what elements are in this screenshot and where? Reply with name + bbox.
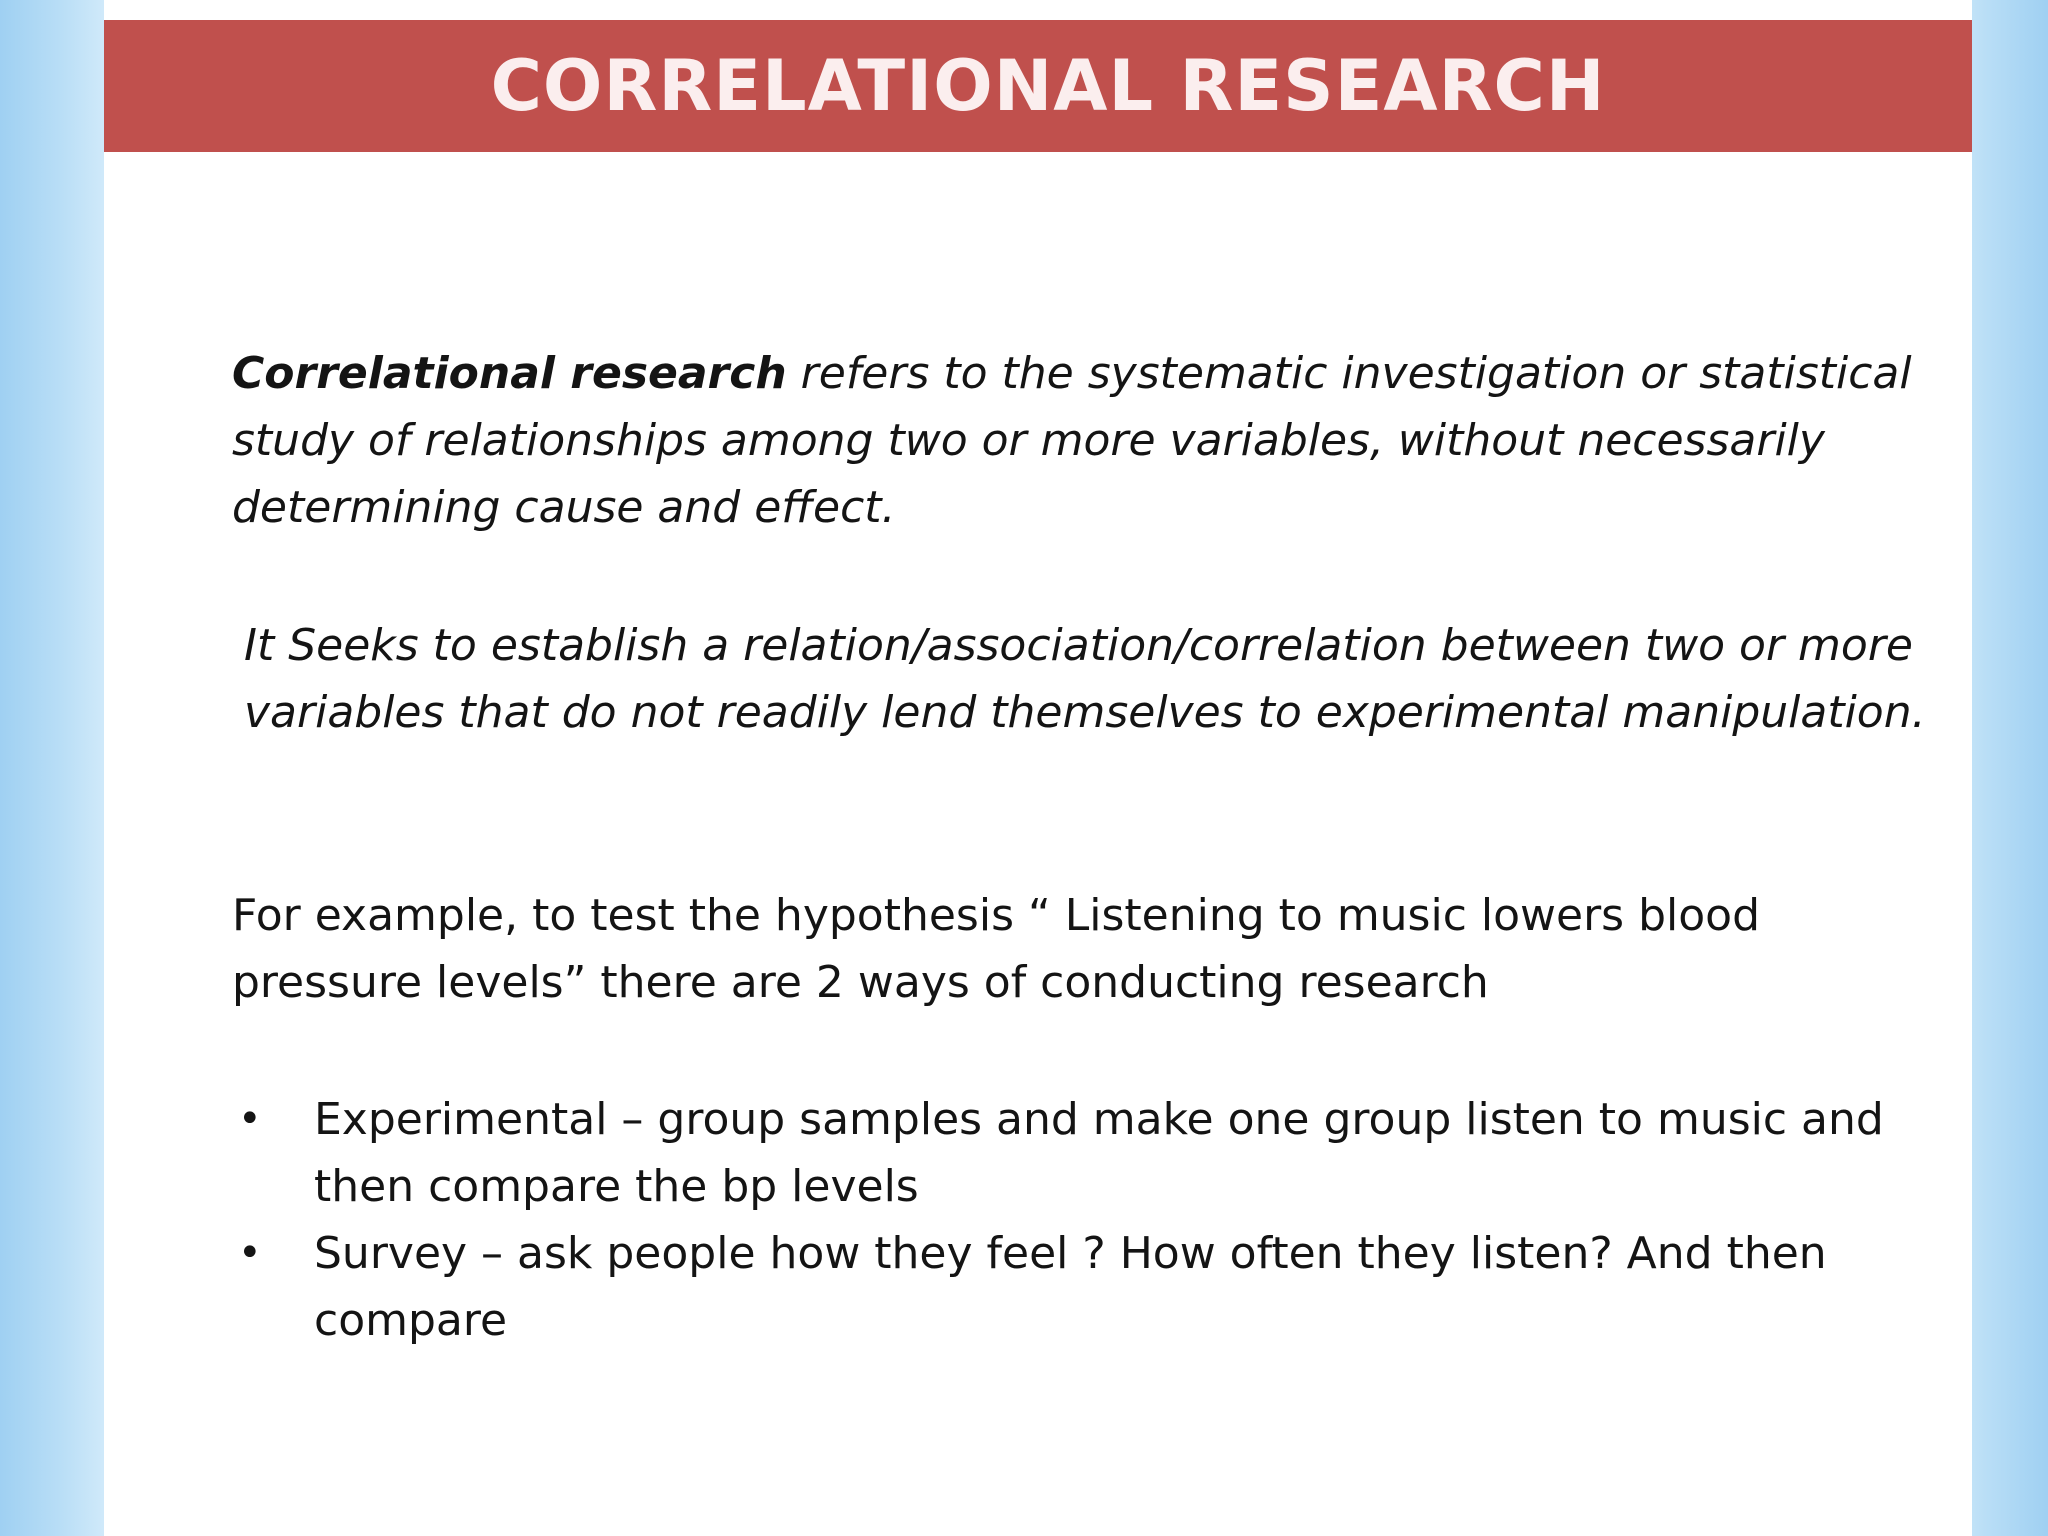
list-item — [232, 1220, 1892, 1354]
definition-text: refers to the systematic investigation or statistical study of relationships among two or more variables, without necessarily determining cause and effect. — [232, 348, 1912, 533]
list-item-text: Experimental – group samples and make one group listen to music and then compare the bp levels — [314, 1094, 1884, 1212]
slide-title: CORRELATIONAL RESEARCH — [490, 45, 1606, 127]
bullet-icon: • — [238, 1230, 262, 1276]
bullet-icon: • — [238, 1096, 262, 1142]
list-item — [232, 1086, 1892, 1220]
example-paragraph: For example, to test the hypothesis “ Listening to music lowers blood pressure levels” there are 2 ways of conducting research — [232, 890, 1761, 1008]
definition-paragraph — [232, 340, 1932, 541]
list-item-text: Survey – ask people how they feel ? How often they listen? And then compare — [314, 1228, 1827, 1346]
purpose-paragraph: It Seeks to establish a relation/association/correlation between two or more variables that do not readily lend themselves to experimental manipulation. — [244, 620, 1926, 738]
method-list — [232, 1086, 1892, 1354]
definition-term: Correlational research — [232, 348, 787, 399]
title-bar — [104, 20, 1972, 152]
slide — [104, 0, 1972, 1536]
